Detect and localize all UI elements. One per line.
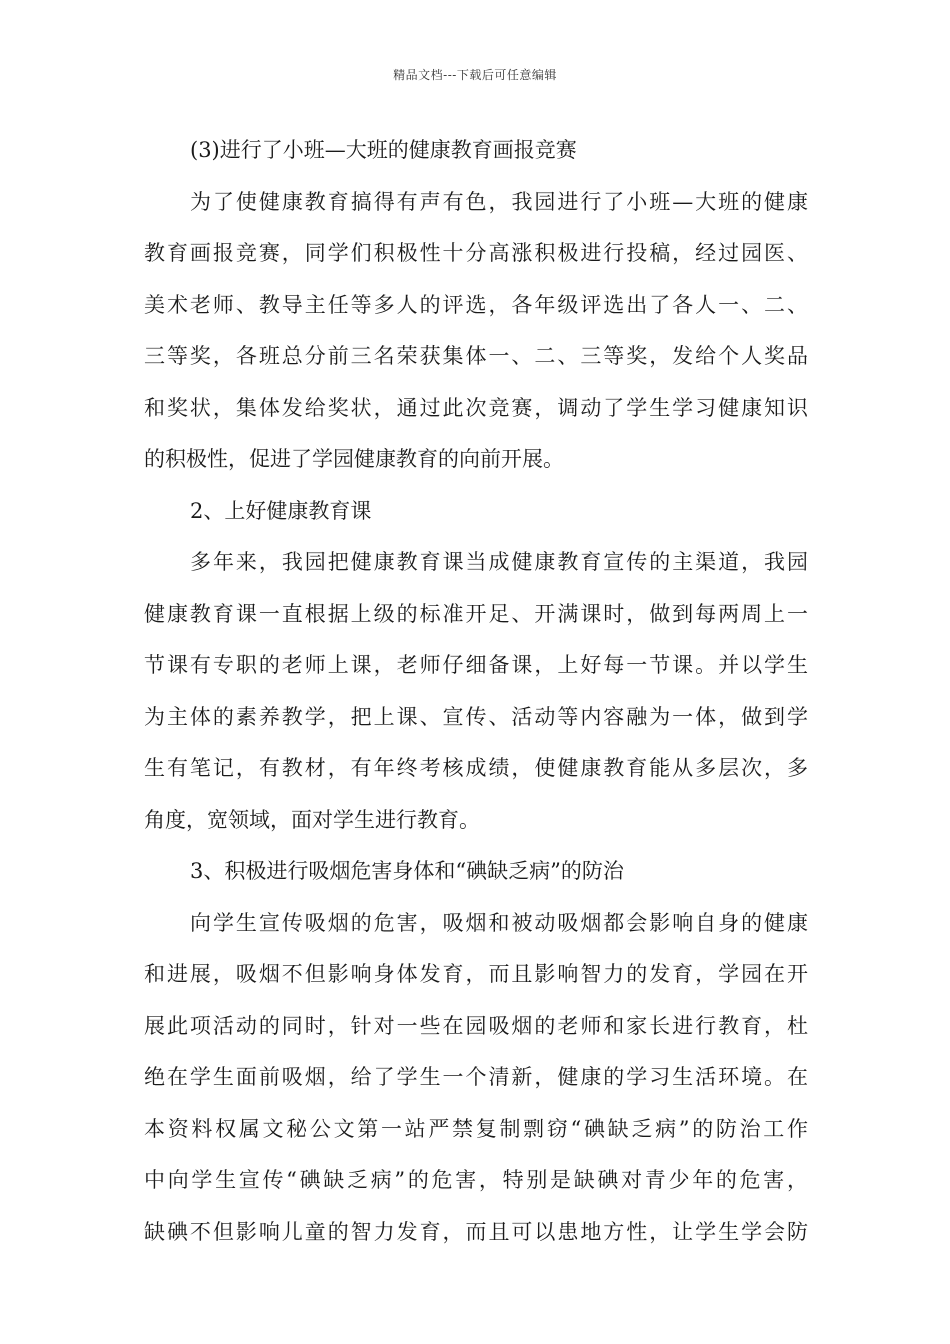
paragraph-line: 为主体的素养教学，把上课、宣传、活动等内容融为一体，做到学 [144,704,808,729]
paragraph-line: 向学生宣传吸烟的危害，吸烟和被动吸烟都会影响自身的健康 [190,910,808,935]
paragraph-line: 和进展，吸烟不但影响身体发育，而且影响智力的发育，学园在开 [144,962,808,986]
paragraph-line: 展此项活动的同时，针对一些在园吸烟的老师和家长进行教育，杜 [144,1013,808,1038]
section-heading: 3、积极进行吸烟危害身体和“碘缺乏病”的防治 [190,859,624,883]
paragraph-line: 为了使健康教育搞得有声有色，我园进行了小班—大班的健康 [190,189,808,214]
paragraph-line: 缺碘不但影响儿童的智力发育，而且可以患地方性，让学生学会防 [144,1219,808,1244]
paragraph-line: 生有笔记，有教材，有年终考核成绩，使健康教育能从多层次，多 [144,756,808,780]
paragraph-line: 绝在学生面前吸烟，给了学生一个清新，健康的学习生活环境。在 [144,1065,808,1089]
paragraph-line: 节课有专职的老师上课，老师仔细备课，上好每一节课。并以学生 [144,653,808,677]
paragraph-line: 和奖状，集体发给奖状，通过此次竞赛，调动了学生学习健康知识 [144,395,808,420]
paragraph-line: 三等奖，各班总分前三名荣获集体一、二、三等奖，发给个人奖品 [144,344,808,368]
section-heading: (3)进行了小班—大班的健康教育画报竞赛 [190,138,577,162]
body-text [144,128,808,1261]
paragraph-line: 多年来，我园把健康教育课当成健康教育宣传的主渠道，我园 [190,550,808,574]
page-header: 精品文档---下载后可任意编辑 [393,68,557,82]
paragraph-line: 中向学生宣传“碘缺乏病”的危害，特别是缺碘对青少年的危害， [144,1168,808,1192]
paragraph-line: 美术老师、教导主任等多人的评选，各年级评选出了各人一、二、 [144,292,808,317]
section-heading: 2、上好健康教育课 [190,498,372,523]
paragraph-line: 的积极性，促进了学园健康教育的向前开展。 [144,447,564,471]
paragraph-line: 本资料权属文秘公文第一站严禁复制剽窃“碘缺乏病”的防治工作 [144,1116,808,1141]
paragraph-line: 健康教育课一直根据上级的标准开足、开满课时，做到每两周上一 [144,601,808,626]
paragraph-line: 教育画报竞赛，同学们积极性十分高涨积极进行投稿，经过园医、 [144,241,808,265]
paragraph-line: 角度，宽领域，面对学生进行教育。 [144,807,480,832]
